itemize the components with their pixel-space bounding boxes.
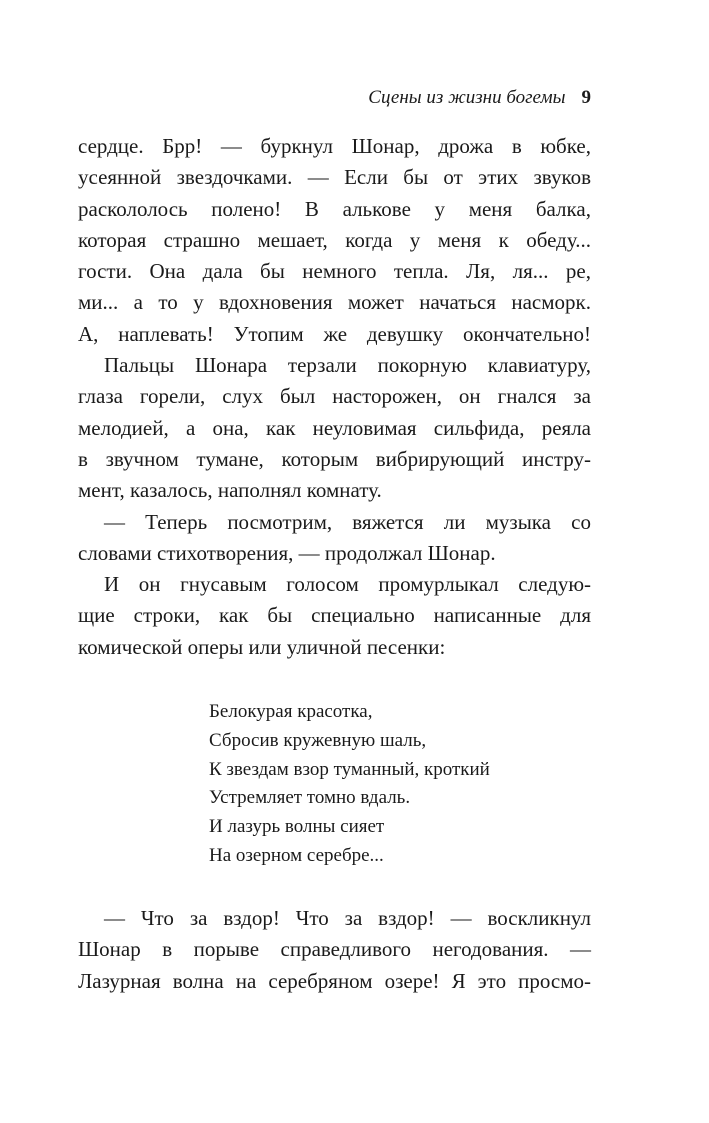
text-line: сердце. Брр! — буркнул Шонар, дрожа в юбке, [78, 134, 591, 158]
text-line: — Теперь посмотрим, вяжется ли музыка со [104, 509, 591, 534]
paragraph-3 [78, 507, 591, 570]
paragraph-4 [78, 569, 591, 663]
poem-line: Белокурая красотка, [209, 701, 373, 722]
body-text [78, 131, 591, 663]
text-line: комической оперы или уличной песенки: [78, 634, 446, 659]
text-line: глаза горели, слух был насторожен, он гнался за [78, 384, 591, 409]
closing-paragraph [78, 903, 591, 997]
text-line: раскололось полено! В алькове у меня балка, [78, 196, 591, 221]
text-line: — Что за вздор! Что за вздор! — воскликнул [104, 906, 591, 930]
poem-line: Сбросив кружевную шаль, [209, 729, 427, 751]
text-line: мент, казалось, наполнял комнату. [78, 478, 382, 503]
text-line: Лазурная волна на серебряном озере! Я это просмо- [78, 968, 591, 993]
page-number: 9 [581, 87, 591, 108]
running-header [368, 86, 591, 110]
text-line: щие строки, как бы специально написанные для [78, 603, 591, 628]
text-line: И он гнусавым голосом промурлыкал следую- [104, 572, 591, 597]
text-line: в звучном тумане, которым вибрирующий инстру- [78, 446, 591, 471]
poem-line: Устремляет томно вдаль. [209, 787, 411, 809]
paragraph-1 [78, 131, 591, 350]
running-title: Сцены из жизни богемы [368, 87, 566, 108]
text-line: Пальцы Шонара терзали покорную клавиатуру, [104, 353, 591, 378]
text-line: словами стихотворения, — продолжал Шонар. [78, 540, 496, 565]
poem-line: К звездам взор туманный, кроткий [209, 758, 490, 780]
text-line: которая страшно мешает, когда у меня к обеду... [78, 227, 591, 252]
poem-line: На озерном серебре... [209, 844, 384, 866]
text-line: ми... а то у вдохновения может начаться насморк. [78, 290, 591, 315]
text-line: А, наплевать! Утопим же девушку окончательно! [78, 321, 591, 346]
text-line: гости. Она дала бы немного тепла. Ля, ля... ре, [78, 259, 591, 284]
text-line: усеянной звездочками. — Если бы от этих звуков [78, 165, 591, 190]
text-line: мелодией, а она, как неуловимая сильфида, реяла [78, 415, 591, 440]
paragraph-2 [78, 350, 591, 506]
poem-line: И лазурь волны сияет [209, 816, 385, 838]
poem-block [209, 698, 490, 871]
text-line: Шонар в порыве справедливого негодования. — [78, 937, 591, 962]
